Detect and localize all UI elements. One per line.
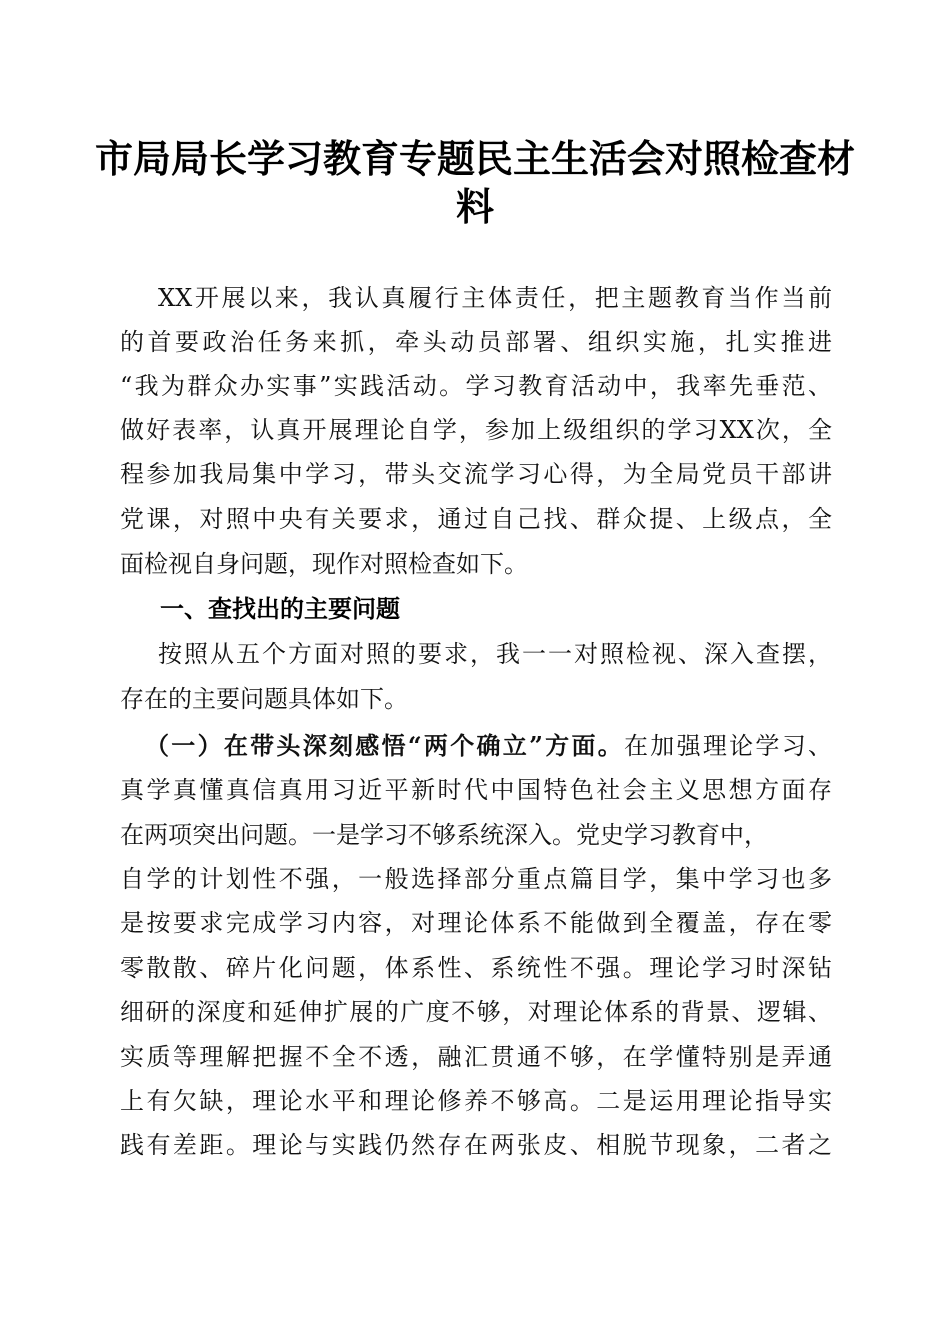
intro-line: XX开展以来，我认真履行主体责任，把主题教育当作当前 <box>158 284 832 312</box>
subsection-1-line: 真学真懂真信真用习近平新时代中国特色社会主义思想方面存 <box>120 776 832 804</box>
intro-line: “我为群众办实事”实践活动。学习教育活动中，我率先垂范、 <box>120 372 832 400</box>
document-title-line-1: 市局局长学习教育专题民主生活会对照检查材 <box>94 136 855 181</box>
intro-line: 做好表率，认真开展理论自学，参加上级组织的学习XX次，全 <box>120 416 832 444</box>
intro-line: 面检视自身问题，现作对照检查如下。 <box>120 550 528 578</box>
section-1-intro-line: 存在的主要问题具体如下。 <box>120 685 408 713</box>
subsection-1-line: 是按要求完成学习内容，对理论体系不能做到全覆盖，存在零 <box>120 909 832 937</box>
subsection-1-line: 践有差距。理论与实践仍然存在两张皮、相脱节现象，二者之 <box>120 1131 832 1159</box>
document-title-line-2: 料 <box>455 184 494 229</box>
subsection-1-line: 上有欠缺，理论水平和理论修养不够高。二是运用理论指导实 <box>120 1087 832 1115</box>
section-1-heading: 一、查找出的主要问题 <box>160 595 400 623</box>
subsection-1-line: 细研的深度和延伸扩展的广度不够，对理论体系的背景、逻辑、 <box>120 998 832 1026</box>
subsection-1-first-line <box>145 731 832 761</box>
subsection-1-line: 自学的计划性不强，一般选择部分重点篇目学，集中学习也多 <box>120 865 832 893</box>
intro-line: 程参加我局集中学习，带头交流学习心得，为全局党员干部讲 <box>120 460 832 488</box>
subsection-1-label: （一）在带头深刻感悟“两个确立”方面。 <box>145 731 625 760</box>
subsection-1-line: 实质等理解把握不全不透，融汇贯通不够，在学懂特别是弄通 <box>120 1043 832 1071</box>
intro-line: 的首要政治任务来抓，牵头动员部署、组织实施，扎实推进 <box>120 328 832 356</box>
section-1-intro-line: 按照从五个方面对照的要求，我一一对照检视、深入查摆， <box>158 640 832 668</box>
subsection-1-line: 零散散、碎片化问题，体系性、系统性不强。理论学习时深钻 <box>120 954 832 982</box>
subsection-1-first-line-rest: 在加强理论学习、 <box>624 732 833 760</box>
subsection-1-line: 在两项突出问题。一是学习不够系统深入。党史学习教育中， <box>120 821 768 849</box>
intro-line: 党课，对照中央有关要求，通过自己找、群众提、上级点，全 <box>120 505 832 533</box>
